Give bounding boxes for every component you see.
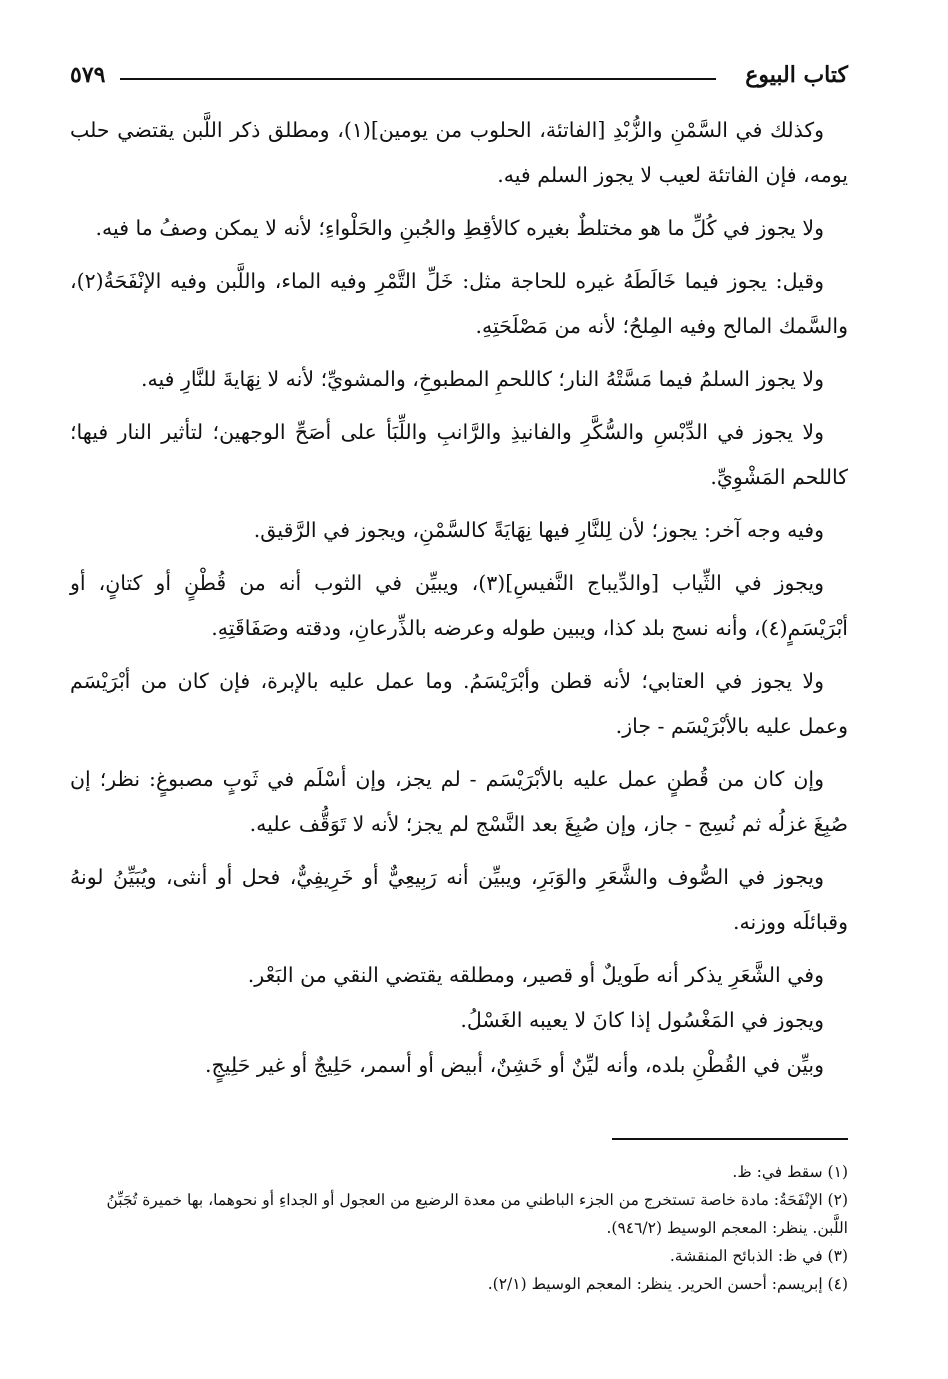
paragraph: ويجوز في الثِّياب [والدِّيباج النَّفيسِ](٣)، ويبيِّن في الثوب أنه من قُطْنٍ أو كتانٍ، أو أبْرَيْسَمٍ(٤)، وأنه نسج بلد كذا، ويبين طوله وعرضه بالذِّرعانِ، ودقته وصَفَاقَتِهِ. [70, 571, 848, 640]
paragraph: وبيِّن في القُطْنِ بلده، وأنه ليِّنٌ أو خَشِنٌ، أبيض أو أسمر، حَلِيجٌ أو غير حَلِيجٍ. [205, 1053, 824, 1077]
paragraph: ولا يجوز في الدِّبْسِ والسُّكَّرِ والفانيذِ والرَّانبِ واللِّبَأ على أصَحِّ الوجهين؛ لتأثير النار فيها؛ كاللحم المَشْوِيِّ. [70, 420, 848, 489]
paragraph: وقيل: يجوز فيما خَالَطَهُ غيره للحاجة مثل: خَلِّ التَّمْرِ وفيه الماء، واللَّبن وفيه الإنْفَحَةُ(٢)، والسَّمك المالح وفيه المِلحُ؛ لأنه من مَصْلَحَتِهِ. [70, 269, 848, 338]
footnote: (١) سقط في: ظ. [732, 1163, 848, 1181]
main-text [70, 108, 848, 1088]
footnote: (٣) في ظ: الذبائح المنقشة. [669, 1247, 848, 1265]
header-rule [120, 78, 716, 80]
chapter-title: كتاب البيوع [745, 62, 848, 88]
paragraph: وإن كان من قُطنٍ عمل عليه بالأبْرَيْسَم - لم يجز، وإن أسْلَم في ثَوبٍ مصبوغٍ: نظر؛ إن صُبِغَ غزلُه ثم نُسِج - جاز، وإن صُبِغَ بعد النَّسْج لم يجز؛ لأنه لا تَوَقُّف عليه. [70, 767, 848, 836]
book-page [70, 40, 848, 1360]
paragraph: ويجوز في الصُّوف والشَّعَرِ والوَبَرِ، ويبيِّن أنه رَبِيعِيٌّ أو خَرِيفِيٌّ، فحل أو أنثى، ويُبَيِّنُ لونهُ وقبائلَه ووزنه. [70, 865, 848, 934]
page-number: ٥٧٩ [70, 62, 106, 88]
paragraph: ويجوز في المَغْسُول إذا كانَ لا يعيبه الغَسْلُ. [460, 1008, 824, 1032]
running-header [70, 62, 848, 96]
footnote-separator [612, 1138, 848, 1140]
paragraph: ولا يجوز السلمُ فيما مَسَّتْهُ النار؛ كاللحمِ المطبوخِ، والمشويِّ؛ لأنه لا نِهَايةَ للنَّارِ فيه. [140, 367, 824, 391]
paragraph: ولا يجوز في كُلِّ ما هو مختلطٌ بغيره كالأقِطِ والجُبنِ والحَلْواءِ؛ لأنه لا يمكن وصفُ ما فيه. [95, 216, 824, 240]
paragraph: وفيه وجه آخر: يجوز؛ لأن لِلنَّارِ فيها نِهَايَةً كالسَّمْنِ، ويجوز في الرَّقيق. [253, 518, 824, 542]
paragraph: ولا يجوز في العتابي؛ لأنه قطن وأبْرَيْسَمُ. وما عمل عليه بالإبرة، فإن كان من أبْرَيْسَم وعمل عليه بالأبْرَيْسَم - جاز. [70, 669, 848, 738]
paragraph: وكذلك في السَّمْنِ والزُّبْدِ [الفاتئة، الحلوب من يومين](١)، ومطلق ذكر اللَّبن يقتضي حلب يومه، فإن الفاتئة لعيب لا يجوز السلم فيه. [70, 118, 848, 187]
footnote: (٢) الإنْفَحَةُ: مادة خاصة تستخرج من الجزء الباطني من معدة الرضيع من العجول أو الجداءِ أو نحوهما، بها خميرة تُجَبِّنُ اللَّبن. ينظر: المعجم الوسيط (٩٤٦/٢). [106, 1191, 848, 1237]
footnote: (٤) إبريسم: أحسن الحرير. ينظر: المعجم الوسيط (٢/١). [487, 1275, 848, 1293]
paragraph: وفي الشَّعَرِ يذكر أنه طَويلٌ أو قصير، ومطلقه يقتضي النقي من البَعْر. [247, 963, 824, 987]
footnotes [70, 1158, 848, 1298]
